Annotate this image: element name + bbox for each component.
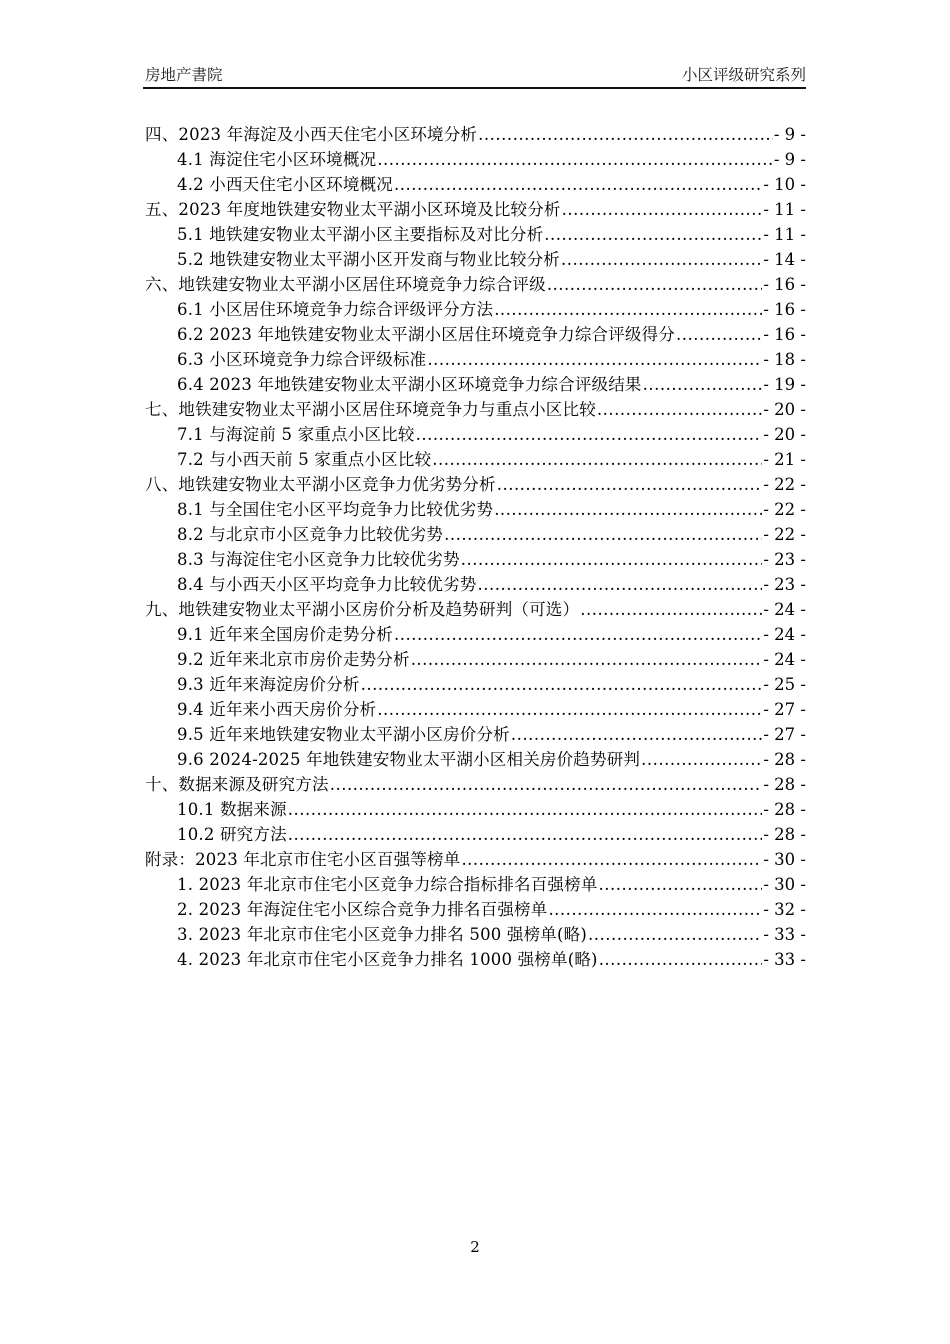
toc-dot-leader	[544, 222, 762, 247]
toc-dot-leader	[547, 272, 763, 297]
toc-entry-label: 7.1 与海淀前 5 家重点小区比较	[177, 425, 415, 444]
toc-entry-page-number: - 18 -	[763, 350, 806, 369]
toc-entry-label: 九、地铁建安物业太平湖小区房价分析及趋势研判（可选）	[145, 600, 580, 619]
toc-dot-leader	[416, 422, 763, 447]
toc-entry	[145, 122, 806, 147]
toc-entry-label: 1. 2023 年北京市住宅小区竞争力综合指标排名百强榜单	[177, 875, 598, 894]
toc-dot-leader	[330, 772, 763, 797]
toc-entry-page-number: - 11 -	[763, 200, 806, 219]
toc-entry-label: 10.1 数据来源	[177, 800, 287, 819]
toc-dot-leader	[599, 872, 763, 897]
toc-entry-page-number: - 27 -	[763, 725, 806, 744]
toc-entry	[145, 397, 806, 422]
toc-entry-label: 6.2 2023 年地铁建安物业太平湖小区居住环境竞争力综合评级得分	[177, 325, 676, 344]
toc-entry	[145, 172, 806, 197]
toc-dot-leader	[427, 347, 762, 372]
toc-entry-page-number: - 22 -	[763, 475, 806, 494]
toc-entry-page-number: - 23 -	[763, 550, 806, 569]
toc-entry-label: 9.4 近年来小西天房价分析	[177, 700, 377, 719]
toc-entry	[145, 847, 806, 872]
toc-entry	[145, 197, 806, 222]
toc-entry-page-number: - 33 -	[763, 925, 806, 944]
toc-dot-leader	[643, 372, 763, 397]
toc-entry-label: 4.2 小西天住宅小区环境概况	[177, 175, 393, 194]
toc-entry	[145, 322, 806, 347]
toc-entry	[145, 597, 806, 622]
toc-dot-leader	[377, 147, 773, 172]
toc-entry	[145, 522, 806, 547]
toc-entry-label: 9.3 近年来海淀房价分析	[177, 675, 360, 694]
toc-dot-leader	[361, 672, 763, 697]
toc-entry-label: 六、地铁建安物业太平湖小区居住环境竞争力综合评级	[145, 275, 546, 294]
toc-dot-leader	[288, 797, 763, 822]
toc-entry-label: 七、地铁建安物业太平湖小区居住环境竞争力与重点小区比较	[145, 400, 596, 419]
toc-dot-leader	[478, 122, 773, 147]
toc-dot-leader	[288, 822, 763, 847]
toc-entry-label: 十、数据来源及研究方法	[145, 775, 329, 794]
toc-entry-page-number: - 9 -	[773, 150, 806, 169]
toc-entry-page-number: - 24 -	[763, 650, 806, 669]
toc-entry	[145, 372, 806, 397]
toc-dot-leader	[562, 197, 763, 222]
toc-entry-label: 附录：2023 年北京市住宅小区百强等榜单	[145, 850, 461, 869]
toc-entry	[145, 422, 806, 447]
toc-entry	[145, 647, 806, 672]
toc-entry	[145, 547, 806, 572]
toc-entry-label: 9.1 近年来全国房价走势分析	[177, 625, 393, 644]
toc-entry	[145, 797, 806, 822]
toc-dot-leader	[394, 622, 762, 647]
toc-entry	[145, 472, 806, 497]
toc-entry-label: 8.4 与小西天小区平均竞争力比较优劣势	[177, 575, 477, 594]
toc-entry	[145, 272, 806, 297]
toc-dot-leader	[461, 847, 762, 872]
toc-entry-label: 9.2 近年来北京市房价走势分析	[177, 650, 410, 669]
toc-entry	[145, 447, 806, 472]
toc-entry	[145, 147, 806, 172]
toc-entry-label: 四、2023 年海淀及小西天住宅小区环境分析	[145, 125, 478, 144]
toc-entry	[145, 697, 806, 722]
toc-entry	[145, 347, 806, 372]
toc-entry-label: 6.1 小区居住环境竞争力综合评级评分方法	[177, 300, 494, 319]
toc-entry-page-number: - 33 -	[763, 950, 806, 969]
toc-entry-label: 8.2 与北京市小区竞争力比较优劣势	[177, 525, 444, 544]
toc-entry	[145, 247, 806, 272]
toc-entry-page-number: - 30 -	[763, 850, 806, 869]
toc-entry-page-number: - 22 -	[763, 500, 806, 519]
toc-entry	[145, 672, 806, 697]
toc-entry-page-number: - 27 -	[763, 700, 806, 719]
toc-entry	[145, 947, 806, 972]
toc-entry-page-number: - 19 -	[763, 375, 806, 394]
toc-entry-label: 9.5 近年来地铁建安物业太平湖小区房价分析	[177, 725, 510, 744]
toc-entry-page-number: - 16 -	[763, 300, 806, 319]
toc-entry-page-number: - 32 -	[763, 900, 806, 919]
toc-dot-leader	[511, 722, 762, 747]
toc-entry-label: 4. 2023 年北京市住宅小区竞争力排名 1000 强榜单(略)	[177, 950, 598, 969]
toc-entry-label: 5.1 地铁建安物业太平湖小区主要指标及对比分析	[177, 225, 544, 244]
toc-entry-label: 2. 2023 年海淀住宅小区综合竞争力排名百强榜单	[177, 900, 548, 919]
toc-entry-page-number: - 16 -	[763, 275, 806, 294]
toc-entry-label: 4.1 海淀住宅小区环境概况	[177, 150, 377, 169]
toc-dot-leader	[377, 697, 762, 722]
toc-entry-page-number: - 20 -	[763, 425, 806, 444]
toc-entry-page-number: - 25 -	[763, 675, 806, 694]
toc-entry-label: 9.6 2024-2025 年地铁建安物业太平湖小区相关房价趋势研判	[177, 750, 641, 769]
toc-dot-leader	[494, 497, 762, 522]
toc-dot-leader	[411, 647, 763, 672]
toc-entry-page-number: - 28 -	[763, 825, 806, 844]
toc-entry	[145, 622, 806, 647]
toc-entry-page-number: - 22 -	[763, 525, 806, 544]
toc-dot-leader	[588, 922, 762, 947]
toc-entry-page-number: - 24 -	[763, 625, 806, 644]
toc-dot-leader	[580, 597, 762, 622]
toc-entry-label: 八、地铁建安物业太平湖小区竞争力优劣势分析	[145, 475, 496, 494]
toc-entry-page-number: - 20 -	[763, 400, 806, 419]
toc-entry	[145, 922, 806, 947]
toc-dot-leader	[432, 447, 762, 472]
toc-entry-page-number: - 28 -	[763, 775, 806, 794]
toc-entry-label: 8.3 与海淀住宅小区竞争力比较优劣势	[177, 550, 460, 569]
toc-entry	[145, 722, 806, 747]
toc-entry	[145, 897, 806, 922]
header-right-title: 小区评级研究系列	[681, 66, 806, 84]
toc-entry-page-number: - 28 -	[763, 800, 806, 819]
toc-dot-leader	[394, 172, 762, 197]
toc-entry	[145, 747, 806, 772]
page-header	[145, 64, 806, 86]
toc-entry-label: 3. 2023 年北京市住宅小区竞争力排名 500 强榜单(略)	[177, 925, 587, 944]
toc-entry-label: 8.1 与全国住宅小区平均竞争力比较优劣势	[177, 500, 494, 519]
toc-entry	[145, 872, 806, 897]
toc-dot-leader	[561, 247, 762, 272]
toc-entry	[145, 222, 806, 247]
toc-entry	[145, 772, 806, 797]
toc-dot-leader	[478, 572, 763, 597]
toc-entry	[145, 497, 806, 522]
toc-entry-page-number: - 16 -	[763, 325, 806, 344]
toc-dot-leader	[599, 947, 763, 972]
toc-entry-page-number: - 14 -	[763, 250, 806, 269]
toc-entry	[145, 822, 806, 847]
toc-entry-label: 五、2023 年度地铁建安物业太平湖小区环境及比较分析	[145, 200, 561, 219]
toc-entry-page-number: - 11 -	[763, 225, 806, 244]
toc-dot-leader	[641, 747, 762, 772]
toc-entry-label: 7.2 与小西天前 5 家重点小区比较	[177, 450, 432, 469]
toc-entry-label: 5.2 地铁建安物业太平湖小区开发商与物业比较分析	[177, 250, 560, 269]
toc-entry-label: 6.4 2023 年地铁建安物业太平湖小区环境竞争力综合评级结果	[177, 375, 642, 394]
toc-dot-leader	[597, 397, 762, 422]
toc-dot-leader	[461, 547, 763, 572]
toc-dot-leader	[444, 522, 762, 547]
toc-dot-leader	[497, 472, 763, 497]
toc-dot-leader	[494, 297, 762, 322]
toc-entry	[145, 572, 806, 597]
header-left-title: 房地产書院	[145, 66, 223, 84]
toc-entry	[145, 297, 806, 322]
toc-entry-label: 6.3 小区环境竞争力综合评级标准	[177, 350, 427, 369]
toc-entry-label: 10.2 研究方法	[177, 825, 287, 844]
page-footer	[0, 1236, 950, 1258]
header-rule	[143, 87, 806, 89]
toc-dot-leader	[676, 322, 762, 347]
toc-entry-page-number: - 24 -	[763, 600, 806, 619]
toc-entry-page-number: - 28 -	[763, 750, 806, 769]
toc-entry-page-number: - 21 -	[763, 450, 806, 469]
toc-entry-page-number: - 23 -	[763, 575, 806, 594]
toc-entry-page-number: - 9 -	[773, 125, 806, 144]
toc-dot-leader	[548, 897, 762, 922]
toc-entry-page-number: - 30 -	[763, 875, 806, 894]
page-number: 2	[470, 1238, 480, 1256]
toc-entry-page-number: - 10 -	[763, 175, 806, 194]
table-of-contents	[145, 122, 806, 972]
